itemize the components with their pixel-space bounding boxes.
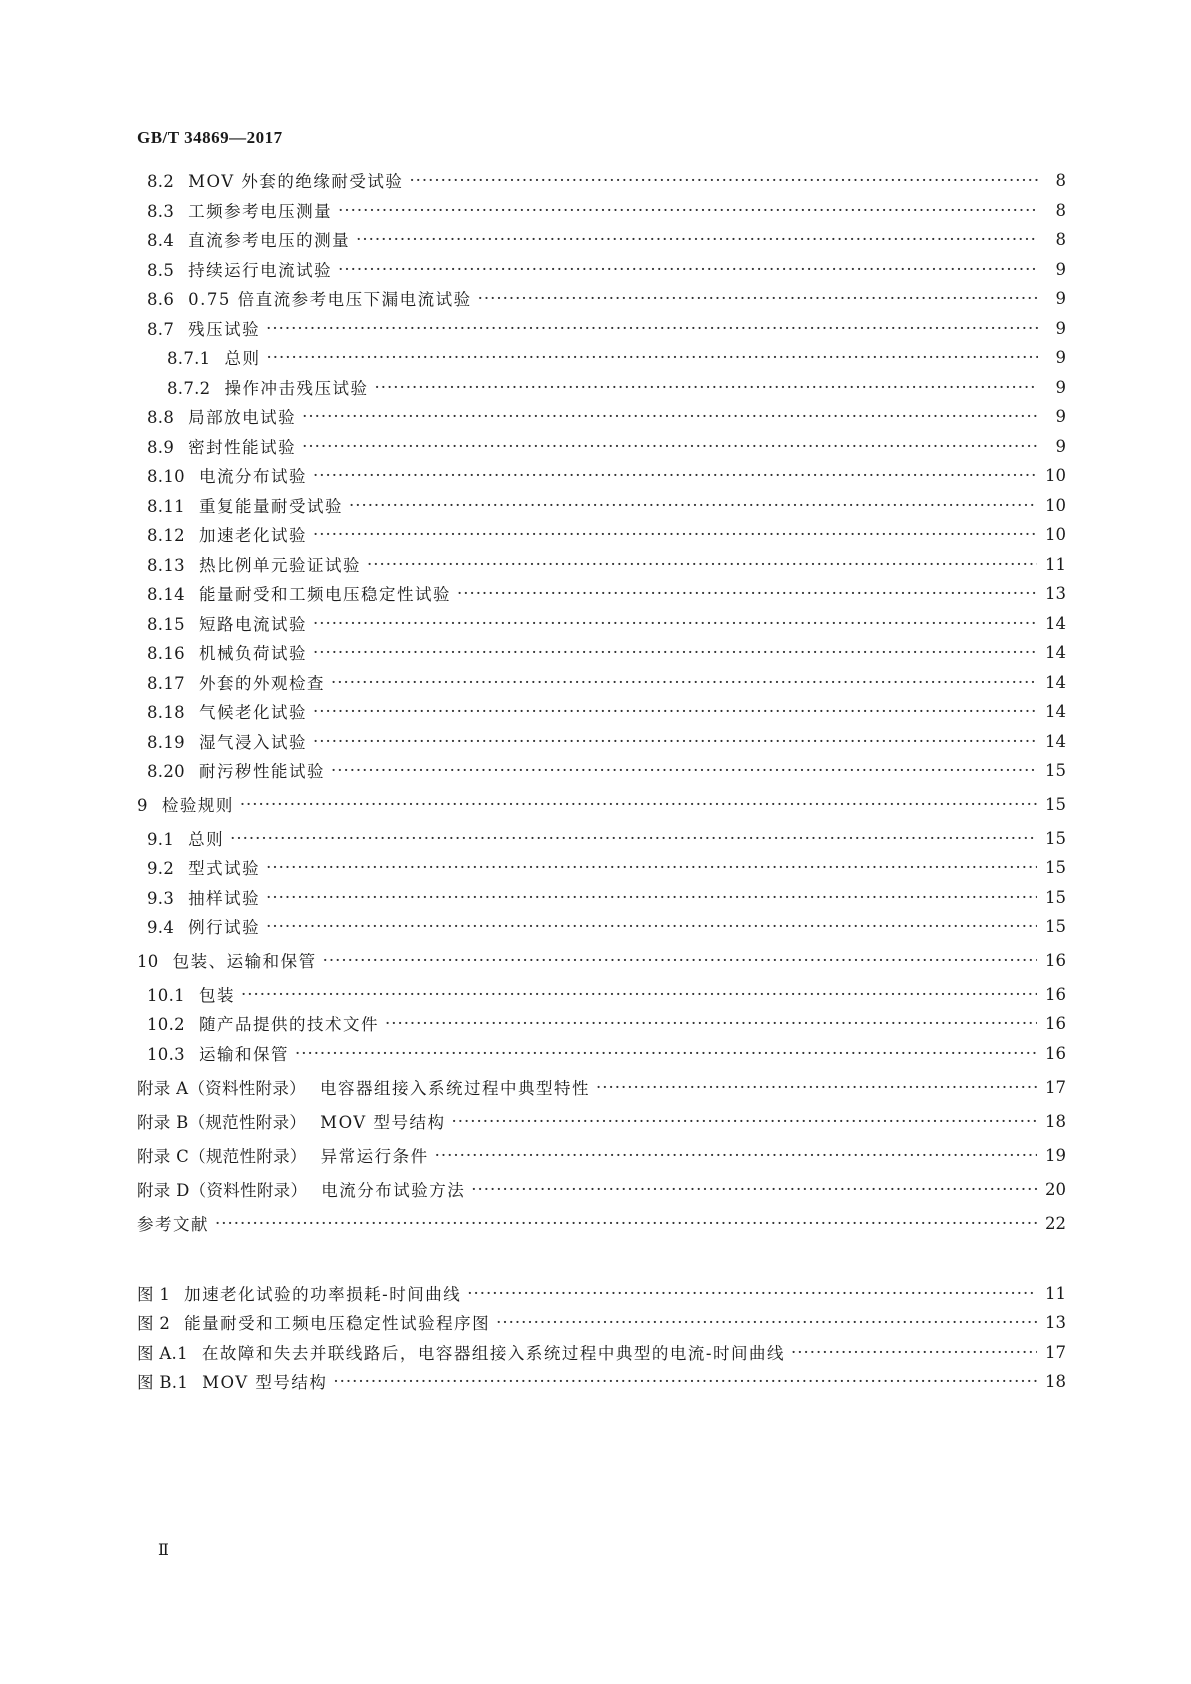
toc-leader	[266, 888, 1037, 907]
toc-entry-8-19[interactable]	[147, 729, 1066, 753]
toc-entry-8-16[interactable]	[147, 640, 1066, 664]
toc-number: 9	[137, 796, 148, 815]
toc-number: 8.9	[147, 438, 175, 457]
toc-page: 9	[1055, 288, 1066, 308]
toc-title: MOV 型号结构	[202, 1373, 328, 1392]
toc-leader	[266, 858, 1037, 877]
toc-page: 14	[1045, 701, 1066, 721]
toc-number: 附录 D（资料性附录）	[137, 1181, 308, 1200]
page-number: Ⅱ	[158, 1542, 169, 1559]
toc-title: 能量耐受和工频电压稳定性试验	[198, 585, 451, 604]
toc-title: 包装、运输和保管	[172, 952, 317, 971]
toc-page: 13	[1045, 1312, 1066, 1332]
toc-number: 10	[137, 952, 159, 971]
toc-page: 9	[1055, 436, 1066, 456]
toc-page: 18	[1045, 1371, 1066, 1391]
toc-leader	[266, 319, 1038, 338]
toc-title: 加速老化试验的功率损耗-时间曲线	[184, 1285, 462, 1304]
toc-page: 17	[1045, 1342, 1066, 1362]
toc-entry-8-9[interactable]	[147, 434, 1066, 458]
toc-leader	[240, 795, 1037, 814]
toc-number: 8.13	[147, 556, 185, 575]
toc-entry-8-5[interactable]	[147, 257, 1066, 281]
toc-title: 湿气浸入试验	[198, 733, 307, 752]
toc-number: 8.7.2	[167, 379, 211, 398]
toc-title: 参考文献	[137, 1215, 209, 1234]
toc-leader	[791, 1343, 1037, 1362]
toc-title: 在故障和失去并联线路后，电容器组接入系统过程中典型的电流-时间曲线	[201, 1344, 785, 1363]
toc-leader	[467, 1284, 1037, 1303]
toc-number: 8.3	[147, 202, 175, 221]
toc-leader	[331, 761, 1037, 780]
toc-entry-8-14[interactable]	[147, 581, 1066, 605]
toc-leader	[367, 555, 1037, 574]
toc-number: 10.2	[147, 1015, 185, 1034]
toc-title: 残压试验	[188, 320, 261, 339]
toc-page: 16	[1045, 984, 1066, 1004]
toc-leader	[356, 230, 1038, 249]
toc-entry-8-11[interactable]	[147, 493, 1066, 517]
toc-page: 14	[1045, 613, 1066, 633]
toc-number: 9.2	[147, 859, 175, 878]
toc-leader	[596, 1078, 1037, 1097]
toc-page: 13	[1045, 583, 1066, 603]
toc-number: 9.4	[147, 918, 175, 937]
toc-leader	[323, 951, 1037, 970]
toc-entry-figure-b1[interactable]	[137, 1369, 1066, 1393]
toc-entry-appendix-c[interactable]	[137, 1143, 1066, 1167]
toc-title: 总则	[188, 830, 225, 849]
toc-page: 15	[1045, 760, 1066, 780]
toc-entry-8-12[interactable]	[147, 522, 1066, 546]
toc-leader	[471, 1180, 1037, 1199]
toc-page: 8	[1055, 170, 1066, 190]
toc-entry-appendix-d[interactable]	[137, 1177, 1066, 1201]
toc-number: 9.3	[147, 889, 175, 908]
toc-leader	[338, 260, 1038, 279]
toc-title: 电容器组接入系统过程中典型特性	[319, 1079, 590, 1098]
toc-entry-8-13[interactable]	[147, 552, 1066, 576]
toc-entry-10-1[interactable]	[147, 982, 1066, 1006]
toc-page: 14	[1045, 672, 1066, 692]
toc-title: 短路电流试验	[198, 615, 307, 634]
toc-number: 8.11	[147, 497, 185, 516]
toc-number: 8.18	[147, 703, 185, 722]
toc-entry-9[interactable]	[137, 792, 1066, 816]
toc-title: 型式试验	[188, 859, 261, 878]
toc-number: 8.20	[147, 762, 185, 781]
toc-entry-10-2[interactable]	[147, 1011, 1066, 1035]
toc-number: 附录 B（规范性附录）	[137, 1113, 307, 1132]
toc-number: 8.7.1	[167, 349, 211, 368]
toc-leader	[409, 171, 1038, 190]
toc-title: MOV 型号结构	[320, 1113, 446, 1132]
toc-page: 9	[1055, 259, 1066, 279]
toc-title: 持续运行电流试验	[188, 261, 333, 280]
toc-entry-figure-a1[interactable]	[137, 1340, 1066, 1364]
toc-leader	[349, 496, 1037, 515]
toc-title: 抽样试验	[188, 889, 261, 908]
toc-page: 17	[1045, 1077, 1066, 1097]
toc-leader	[313, 466, 1037, 485]
toc-number: 图 1	[137, 1285, 171, 1304]
toc-leader	[215, 1214, 1037, 1233]
toc-title: 电流分布试验方法	[321, 1181, 466, 1200]
toc-leader	[266, 348, 1038, 367]
toc-page: 11	[1045, 554, 1066, 574]
toc-page: 20	[1045, 1179, 1066, 1199]
toc-entry-8-7-2[interactable]	[167, 375, 1066, 399]
toc-title: 检验规则	[161, 796, 234, 815]
toc-entry-figure-2[interactable]	[137, 1310, 1066, 1334]
toc-title: 工频参考电压测量	[188, 202, 333, 221]
toc-entry-appendix-a[interactable]	[137, 1075, 1066, 1099]
toc-number: 8.2	[147, 172, 175, 191]
toc-title: 操作冲击残压试验	[224, 379, 369, 398]
toc-title: 总则	[224, 349, 261, 368]
toc-title: 异常运行条件	[320, 1147, 429, 1166]
toc-number: 附录 C（规范性附录）	[137, 1147, 307, 1166]
toc-title: 机械负荷试验	[198, 644, 307, 663]
toc-page: 15	[1045, 887, 1066, 907]
toc-entry-10[interactable]	[137, 948, 1066, 972]
toc-page: 10	[1045, 465, 1066, 485]
toc-number: 8.19	[147, 733, 185, 752]
toc-page: 14	[1045, 642, 1066, 662]
toc-title: 耐污秽性能试验	[198, 762, 325, 781]
document-id: GB/T 34869—2017	[137, 128, 283, 147]
toc-entry-8-17[interactable]	[147, 670, 1066, 694]
toc-title: 能量耐受和工频电压稳定性试验程序图	[184, 1314, 491, 1333]
toc-entry-8-18[interactable]	[147, 699, 1066, 723]
toc-leader	[266, 917, 1037, 936]
toc-entry-8-6[interactable]	[147, 286, 1066, 310]
toc-entry-8-7[interactable]	[147, 316, 1066, 340]
toc-number: 图 A.1	[137, 1344, 188, 1363]
toc-leader	[333, 1372, 1037, 1391]
toc-entry-8-20[interactable]	[147, 758, 1066, 782]
toc-page: 10	[1045, 495, 1066, 515]
toc-number: 8.17	[147, 674, 185, 693]
toc-title: 0.75 倍直流参考电压下漏电流试验	[188, 290, 472, 309]
toc-page: 16	[1045, 950, 1066, 970]
toc-leader	[313, 614, 1037, 633]
toc-page: 15	[1045, 794, 1066, 814]
toc-page: 15	[1045, 916, 1066, 936]
toc-leader	[374, 378, 1038, 397]
toc-page: 19	[1045, 1145, 1066, 1165]
toc-entry-8-2[interactable]	[147, 168, 1066, 192]
toc-leader	[435, 1146, 1037, 1165]
toc-number: 8.5	[147, 261, 175, 280]
toc-entry-9-1[interactable]	[147, 826, 1066, 850]
toc-leader	[302, 407, 1038, 426]
toc-entry-9-2[interactable]	[147, 855, 1066, 879]
toc-title: 热比例单元验证试验	[198, 556, 361, 575]
toc-number: 9.1	[147, 830, 175, 849]
toc-title: 重复能量耐受试验	[198, 497, 343, 516]
toc-title: 直流参考电压的测量	[188, 231, 351, 250]
toc-number: 8.15	[147, 615, 185, 634]
toc-number: 8.14	[147, 585, 185, 604]
toc-entry-8-15[interactable]	[147, 611, 1066, 635]
toc-title: 运输和保管	[198, 1045, 289, 1064]
toc-number: 8.10	[147, 467, 185, 486]
toc-page: 9	[1055, 347, 1066, 367]
toc-page: 15	[1045, 857, 1066, 877]
toc-leader	[385, 1014, 1037, 1033]
toc-page: 16	[1045, 1043, 1066, 1063]
toc-leader	[338, 201, 1038, 220]
toc-page: 11	[1045, 1283, 1066, 1303]
toc-page: 9	[1055, 318, 1066, 338]
toc-entry-appendix-b[interactable]	[137, 1109, 1066, 1133]
toc-title: 气候老化试验	[198, 703, 307, 722]
toc-page: 14	[1045, 731, 1066, 751]
toc-page: 16	[1045, 1013, 1066, 1033]
toc-title: 外套的外观检查	[198, 674, 325, 693]
toc-entry-10-3[interactable]	[147, 1041, 1066, 1065]
toc-number: 图 2	[137, 1314, 171, 1333]
toc-leader	[295, 1044, 1037, 1063]
toc-page: 8	[1055, 229, 1066, 249]
toc-leader	[478, 289, 1038, 308]
toc-leader	[230, 829, 1037, 848]
toc-entry-9-3[interactable]	[147, 885, 1066, 909]
toc-leader	[313, 525, 1037, 544]
toc-entry-8-10[interactable]	[147, 463, 1066, 487]
toc-entry-9-4[interactable]	[147, 914, 1066, 938]
toc-page: 9	[1055, 406, 1066, 426]
toc-number: 8.7	[147, 320, 175, 339]
toc-page: 8	[1055, 200, 1066, 220]
toc-number: 8.6	[147, 290, 175, 309]
toc-leader	[302, 437, 1038, 456]
toc-leader	[313, 643, 1037, 662]
toc-leader	[496, 1313, 1037, 1332]
toc-number: 8.16	[147, 644, 185, 663]
toc-title: 局部放电试验	[188, 408, 297, 427]
toc-page: 15	[1045, 828, 1066, 848]
toc-title: MOV 外套的绝缘耐受试验	[188, 172, 404, 191]
toc-page: 22	[1045, 1213, 1066, 1233]
toc-number: 8.12	[147, 526, 185, 545]
toc-title: 密封性能试验	[188, 438, 297, 457]
toc-leader	[457, 584, 1037, 603]
toc-number: 8.8	[147, 408, 175, 427]
toc-leader	[331, 673, 1037, 692]
toc-number: 10.1	[147, 986, 185, 1005]
toc-entry-references[interactable]	[137, 1211, 1066, 1235]
toc-number: 图 B.1	[137, 1373, 189, 1392]
toc-entry-8-7-1[interactable]	[167, 345, 1066, 369]
toc-title: 加速老化试验	[198, 526, 307, 545]
toc-leader	[313, 732, 1037, 751]
toc-title: 电流分布试验	[198, 467, 307, 486]
toc-leader	[313, 702, 1037, 721]
toc-number: 10.3	[147, 1045, 185, 1064]
toc-entry-8-8[interactable]	[147, 404, 1066, 428]
toc-title: 随产品提供的技术文件	[198, 1015, 379, 1034]
toc-number: 8.4	[147, 231, 175, 250]
toc-title: 例行试验	[188, 918, 261, 937]
toc-page: 9	[1055, 377, 1066, 397]
toc-leader	[451, 1112, 1037, 1131]
toc-entry-figure-1[interactable]	[137, 1281, 1066, 1305]
toc-entry-8-3[interactable]	[147, 198, 1066, 222]
toc-page: 10	[1045, 524, 1066, 544]
toc-number: 附录 A（资料性附录）	[137, 1079, 306, 1098]
toc-leader	[241, 985, 1037, 1004]
toc-entry-8-4[interactable]	[147, 227, 1066, 251]
toc-page: 18	[1045, 1111, 1066, 1131]
toc-title: 包装	[198, 986, 235, 1005]
